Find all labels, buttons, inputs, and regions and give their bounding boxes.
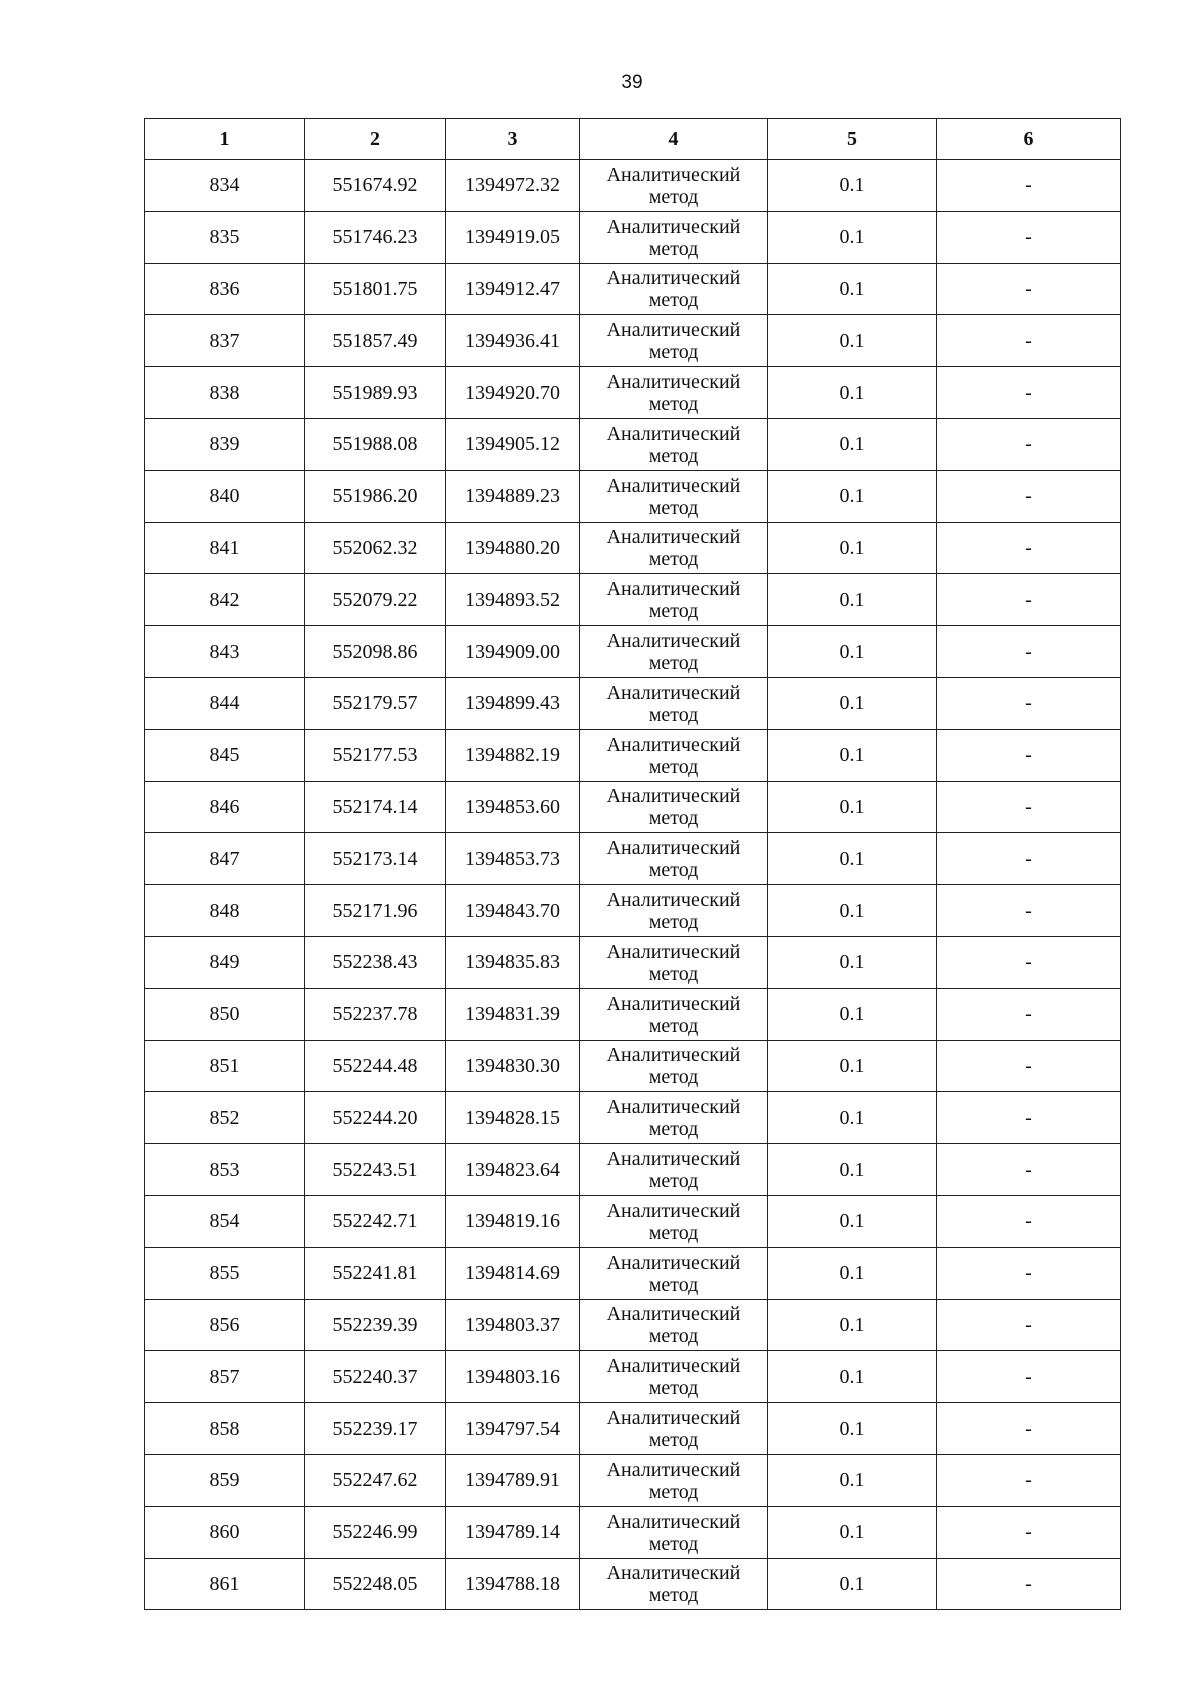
y-coordinate-cell: 1394819.16 [446, 1195, 580, 1247]
method-cell: Аналитический метод [580, 1506, 768, 1558]
method-cell: Аналитический метод [580, 1351, 768, 1403]
x-coordinate-cell: 552237.78 [305, 988, 446, 1040]
table-row [145, 160, 1121, 212]
x-coordinate-cell: 552098.86 [305, 626, 446, 678]
y-coordinate-cell: 1394789.14 [446, 1506, 580, 1558]
point-number-cell: 842 [145, 574, 305, 626]
accuracy-cell: 0.1 [768, 418, 937, 470]
note-cell: - [937, 211, 1121, 263]
point-number-cell: 846 [145, 781, 305, 833]
x-coordinate-cell: 552241.81 [305, 1247, 446, 1299]
method-cell: Аналитический метод [580, 367, 768, 419]
x-coordinate-cell: 552238.43 [305, 936, 446, 988]
accuracy-cell: 0.1 [768, 367, 937, 419]
column-header: 6 [937, 119, 1121, 160]
note-cell: - [937, 1092, 1121, 1144]
point-number-cell: 836 [145, 263, 305, 315]
point-number-cell: 849 [145, 936, 305, 988]
accuracy-cell: 0.1 [768, 626, 937, 678]
note-cell: - [937, 367, 1121, 419]
point-number-cell: 841 [145, 522, 305, 574]
table-row [145, 211, 1121, 263]
note-cell: - [937, 315, 1121, 367]
point-number-cell: 861 [145, 1558, 305, 1610]
table-row [145, 418, 1121, 470]
accuracy-cell: 0.1 [768, 1195, 937, 1247]
page-number: 39 [621, 72, 643, 93]
accuracy-cell: 0.1 [768, 781, 937, 833]
table-row [145, 677, 1121, 729]
accuracy-cell: 0.1 [768, 1092, 937, 1144]
point-number-cell: 843 [145, 626, 305, 678]
x-coordinate-cell: 551746.23 [305, 211, 446, 263]
point-number-cell: 835 [145, 211, 305, 263]
accuracy-cell: 0.1 [768, 936, 937, 988]
accuracy-cell: 0.1 [768, 988, 937, 1040]
y-coordinate-cell: 1394788.18 [446, 1558, 580, 1610]
y-coordinate-cell: 1394823.64 [446, 1144, 580, 1196]
note-cell: - [937, 522, 1121, 574]
note-cell: - [937, 470, 1121, 522]
x-coordinate-cell: 552173.14 [305, 833, 446, 885]
note-cell: - [937, 885, 1121, 937]
y-coordinate-cell: 1394828.15 [446, 1092, 580, 1144]
column-header: 4 [580, 119, 768, 160]
table-row [145, 315, 1121, 367]
method-cell: Аналитический метод [580, 211, 768, 263]
y-coordinate-cell: 1394803.37 [446, 1299, 580, 1351]
method-cell: Аналитический метод [580, 522, 768, 574]
method-cell: Аналитический метод [580, 1558, 768, 1610]
table-row [145, 522, 1121, 574]
note-cell: - [937, 833, 1121, 885]
point-number-cell: 838 [145, 367, 305, 419]
x-coordinate-cell: 552244.48 [305, 1040, 446, 1092]
method-cell: Аналитический метод [580, 936, 768, 988]
x-coordinate-cell: 551857.49 [305, 315, 446, 367]
y-coordinate-cell: 1394912.47 [446, 263, 580, 315]
note-cell: - [937, 1247, 1121, 1299]
method-cell: Аналитический метод [580, 833, 768, 885]
accuracy-cell: 0.1 [768, 833, 937, 885]
accuracy-cell: 0.1 [768, 1299, 937, 1351]
column-header: 1 [145, 119, 305, 160]
x-coordinate-cell: 552171.96 [305, 885, 446, 937]
x-coordinate-cell: 552244.20 [305, 1092, 446, 1144]
y-coordinate-cell: 1394880.20 [446, 522, 580, 574]
accuracy-cell: 0.1 [768, 1403, 937, 1455]
point-number-cell: 854 [145, 1195, 305, 1247]
y-coordinate-cell: 1394830.30 [446, 1040, 580, 1092]
note-cell: - [937, 1040, 1121, 1092]
point-number-cell: 840 [145, 470, 305, 522]
y-coordinate-cell: 1394835.83 [446, 936, 580, 988]
point-number-cell: 860 [145, 1506, 305, 1558]
table-row [145, 1040, 1121, 1092]
note-cell: - [937, 160, 1121, 212]
table-row [145, 1403, 1121, 1455]
accuracy-cell: 0.1 [768, 160, 937, 212]
note-cell: - [937, 781, 1121, 833]
y-coordinate-cell: 1394803.16 [446, 1351, 580, 1403]
accuracy-cell: 0.1 [768, 1144, 937, 1196]
accuracy-cell: 0.1 [768, 211, 937, 263]
y-coordinate-cell: 1394789.91 [446, 1454, 580, 1506]
table-row [145, 1144, 1121, 1196]
coordinates-table [144, 118, 1121, 1610]
y-coordinate-cell: 1394882.19 [446, 729, 580, 781]
point-number-cell: 853 [145, 1144, 305, 1196]
accuracy-cell: 0.1 [768, 677, 937, 729]
x-coordinate-cell: 552062.32 [305, 522, 446, 574]
point-number-cell: 855 [145, 1247, 305, 1299]
accuracy-cell: 0.1 [768, 1040, 937, 1092]
x-coordinate-cell: 552248.05 [305, 1558, 446, 1610]
table-row [145, 626, 1121, 678]
y-coordinate-cell: 1394909.00 [446, 626, 580, 678]
x-coordinate-cell: 552177.53 [305, 729, 446, 781]
method-cell: Аналитический метод [580, 1454, 768, 1506]
table-row [145, 367, 1121, 419]
point-number-cell: 845 [145, 729, 305, 781]
x-coordinate-cell: 551801.75 [305, 263, 446, 315]
method-cell: Аналитический метод [580, 1247, 768, 1299]
y-coordinate-cell: 1394893.52 [446, 574, 580, 626]
y-coordinate-cell: 1394797.54 [446, 1403, 580, 1455]
point-number-cell: 847 [145, 833, 305, 885]
method-cell: Аналитический метод [580, 1144, 768, 1196]
point-number-cell: 851 [145, 1040, 305, 1092]
method-cell: Аналитический метод [580, 418, 768, 470]
method-cell: Аналитический метод [580, 729, 768, 781]
table-row [145, 1558, 1121, 1610]
note-cell: - [937, 1403, 1121, 1455]
y-coordinate-cell: 1394920.70 [446, 367, 580, 419]
table-row [145, 1195, 1121, 1247]
accuracy-cell: 0.1 [768, 729, 937, 781]
table-row [145, 1299, 1121, 1351]
y-coordinate-cell: 1394843.70 [446, 885, 580, 937]
table-row [145, 781, 1121, 833]
note-cell: - [937, 1351, 1121, 1403]
point-number-cell: 834 [145, 160, 305, 212]
accuracy-cell: 0.1 [768, 1247, 937, 1299]
method-cell: Аналитический метод [580, 574, 768, 626]
note-cell: - [937, 418, 1121, 470]
y-coordinate-cell: 1394853.73 [446, 833, 580, 885]
note-cell: - [937, 1454, 1121, 1506]
x-coordinate-cell: 551986.20 [305, 470, 446, 522]
note-cell: - [937, 263, 1121, 315]
y-coordinate-cell: 1394936.41 [446, 315, 580, 367]
note-cell: - [937, 1506, 1121, 1558]
column-header: 5 [768, 119, 937, 160]
method-cell: Аналитический метод [580, 781, 768, 833]
x-coordinate-cell: 552174.14 [305, 781, 446, 833]
column-header: 2 [305, 119, 446, 160]
x-coordinate-cell: 551674.92 [305, 160, 446, 212]
point-number-cell: 850 [145, 988, 305, 1040]
note-cell: - [937, 1195, 1121, 1247]
x-coordinate-cell: 552239.17 [305, 1403, 446, 1455]
method-cell: Аналитический метод [580, 263, 768, 315]
table-row [145, 1092, 1121, 1144]
table-row [145, 885, 1121, 937]
method-cell: Аналитический метод [580, 1040, 768, 1092]
accuracy-cell: 0.1 [768, 263, 937, 315]
table-row [145, 470, 1121, 522]
note-cell: - [937, 1558, 1121, 1610]
point-number-cell: 859 [145, 1454, 305, 1506]
point-number-cell: 857 [145, 1351, 305, 1403]
x-coordinate-cell: 552239.39 [305, 1299, 446, 1351]
note-cell: - [937, 677, 1121, 729]
note-cell: - [937, 988, 1121, 1040]
y-coordinate-cell: 1394814.69 [446, 1247, 580, 1299]
x-coordinate-cell: 552179.57 [305, 677, 446, 729]
point-number-cell: 848 [145, 885, 305, 937]
header-row [145, 119, 1121, 160]
point-number-cell: 839 [145, 418, 305, 470]
x-coordinate-cell: 551988.08 [305, 418, 446, 470]
x-coordinate-cell: 552247.62 [305, 1454, 446, 1506]
note-cell: - [937, 936, 1121, 988]
y-coordinate-cell: 1394899.43 [446, 677, 580, 729]
column-header: 3 [446, 119, 580, 160]
accuracy-cell: 0.1 [768, 1506, 937, 1558]
point-number-cell: 856 [145, 1299, 305, 1351]
accuracy-cell: 0.1 [768, 574, 937, 626]
table-header [145, 119, 1121, 160]
note-cell: - [937, 574, 1121, 626]
method-cell: Аналитический метод [580, 626, 768, 678]
method-cell: Аналитический метод [580, 1195, 768, 1247]
table-row [145, 988, 1121, 1040]
table-row [145, 1506, 1121, 1558]
table-row [145, 1247, 1121, 1299]
method-cell: Аналитический метод [580, 315, 768, 367]
x-coordinate-cell: 552240.37 [305, 1351, 446, 1403]
accuracy-cell: 0.1 [768, 470, 937, 522]
table-row [145, 1351, 1121, 1403]
table-row [145, 263, 1121, 315]
method-cell: Аналитический метод [580, 677, 768, 729]
method-cell: Аналитический метод [580, 470, 768, 522]
accuracy-cell: 0.1 [768, 1351, 937, 1403]
note-cell: - [937, 1299, 1121, 1351]
x-coordinate-cell: 551989.93 [305, 367, 446, 419]
method-cell: Аналитический метод [580, 1299, 768, 1351]
point-number-cell: 837 [145, 315, 305, 367]
table-row [145, 729, 1121, 781]
point-number-cell: 858 [145, 1403, 305, 1455]
table-row [145, 936, 1121, 988]
method-cell: Аналитический метод [580, 1403, 768, 1455]
point-number-cell: 844 [145, 677, 305, 729]
y-coordinate-cell: 1394889.23 [446, 470, 580, 522]
y-coordinate-cell: 1394972.32 [446, 160, 580, 212]
x-coordinate-cell: 552243.51 [305, 1144, 446, 1196]
y-coordinate-cell: 1394919.05 [446, 211, 580, 263]
x-coordinate-cell: 552246.99 [305, 1506, 446, 1558]
x-coordinate-cell: 552079.22 [305, 574, 446, 626]
accuracy-cell: 0.1 [768, 885, 937, 937]
note-cell: - [937, 626, 1121, 678]
y-coordinate-cell: 1394853.60 [446, 781, 580, 833]
accuracy-cell: 0.1 [768, 315, 937, 367]
y-coordinate-cell: 1394831.39 [446, 988, 580, 1040]
table-row [145, 833, 1121, 885]
point-number-cell: 852 [145, 1092, 305, 1144]
table-row [145, 1454, 1121, 1506]
method-cell: Аналитический метод [580, 1092, 768, 1144]
table-row [145, 574, 1121, 626]
x-coordinate-cell: 552242.71 [305, 1195, 446, 1247]
method-cell: Аналитический метод [580, 160, 768, 212]
table-body [145, 160, 1121, 1610]
y-coordinate-cell: 1394905.12 [446, 418, 580, 470]
note-cell: - [937, 729, 1121, 781]
method-cell: Аналитический метод [580, 885, 768, 937]
accuracy-cell: 0.1 [768, 1454, 937, 1506]
note-cell: - [937, 1144, 1121, 1196]
method-cell: Аналитический метод [580, 988, 768, 1040]
accuracy-cell: 0.1 [768, 522, 937, 574]
accuracy-cell: 0.1 [768, 1558, 937, 1610]
